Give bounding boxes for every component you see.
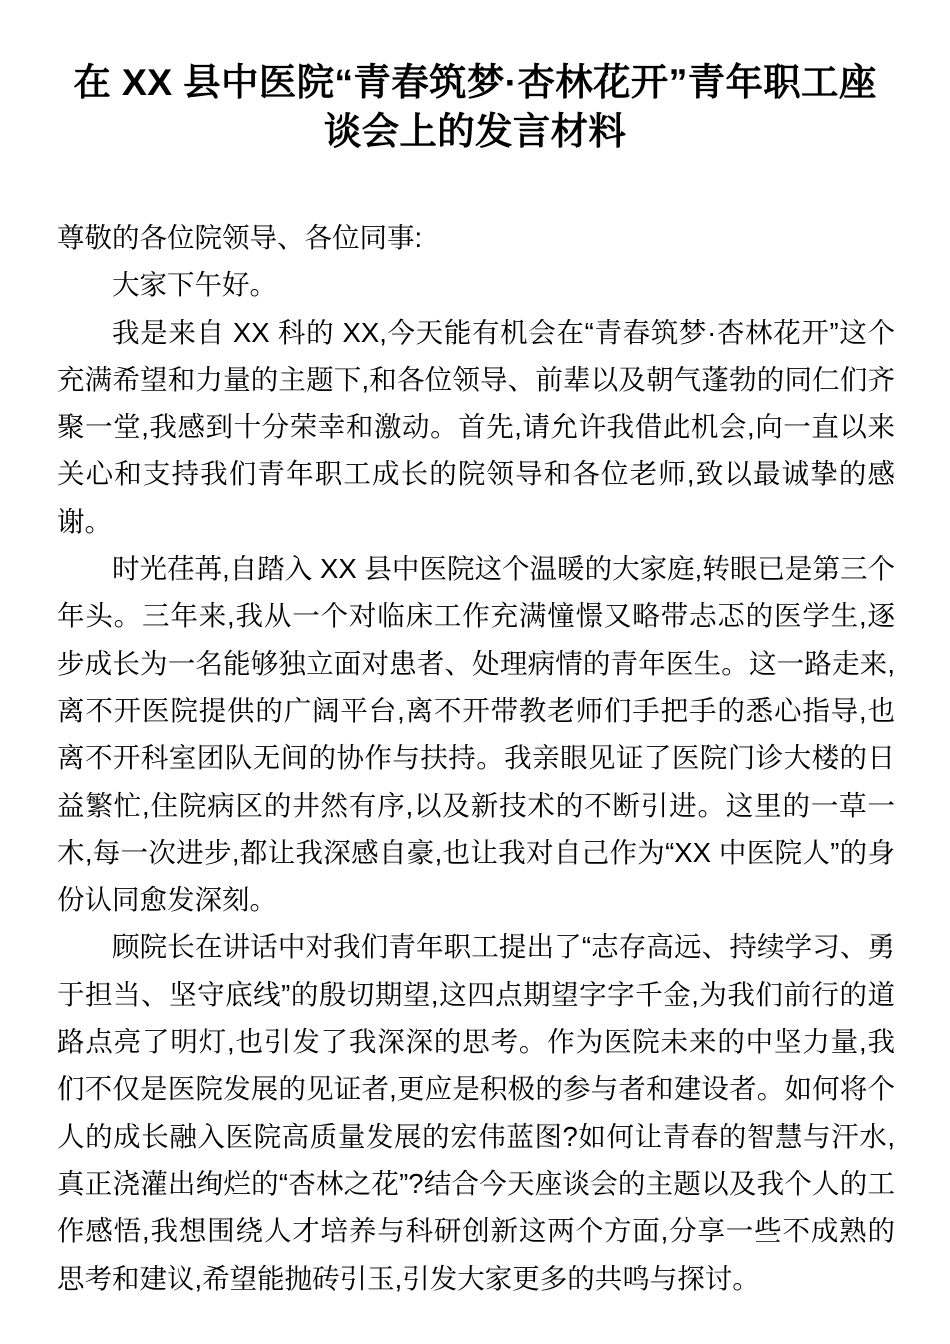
paragraph-growth-reflection: 时光荏苒,自踏入 XX 县中医院这个温暖的大家庭,转眼已是第三个年头。三年来,我从一个对临床工作充满憧憬又略带忐忑的医学生,逐步成长为一名能够独立面对患者、处理病情的青年医生。这一路走来,离不开医院提供的广阔平台,离不开带教老师们手把手的悉心指导,也离不开科室团队无间的协作与扶持。我亲眼见证了医院门诊大楼的日益繁忙,住院病区的井然有序,以及新技术的不断引进。这里的一草一木,每一次进步,都让我深感自豪,也让我对自己作为“XX 中医院人”的身份认同愈发深刻。 (57, 553, 895, 916)
paragraph-self-introduction: 我是来自 XX 科的 XX,今天能有机会在“青春筑梦·杏林花开”这个充满希望和力量的主题下,和各位领导、前辈以及朝气蓬勃的同仁们齐聚一堂,我感到十分荣幸和激动。首先,请允许我借此机会,向一直以来关心和支持我们青年职工成长的院领导和各位老师,致以最诚挚的感谢。 (57, 316, 895, 537)
paragraph-president-expectations: 顾院长在讲话中对我们青年职工提出了“志存高远、持续学习、勇于担当、坚守底线”的殷切期望,这四点期望字字千金,为我们前行的道路点亮了明灯,也引发了我深深的思考。作为医院未来的中坚力量,我们不仅是医院发展的见证者,更应是积极的参与者和建设者。如何将个人的成长融入医院高质量发展的宏伟蓝图?如何让青春的智慧与汗水,真正浇灌出绚烂的“杏林之花”?结合今天座谈会的主题以及我个人的工作感悟,我想围绕人才培养与科研创新这两个方面,分享一些不成熟的思考和建议,希望能抛砖引玉,引发大家更多的共鸣与探讨。 (57, 931, 895, 1294)
paragraph-greeting: 大家下午好。 (112, 269, 277, 301)
paragraph-salutation: 尊敬的各位院领导、各位同事: (57, 222, 423, 253)
document-body (57, 214, 895, 1302)
page-title: 在 XX 县中医院“青春筑梦·杏林花开”青年职工座谈会上的发言材料 (73, 61, 877, 152)
